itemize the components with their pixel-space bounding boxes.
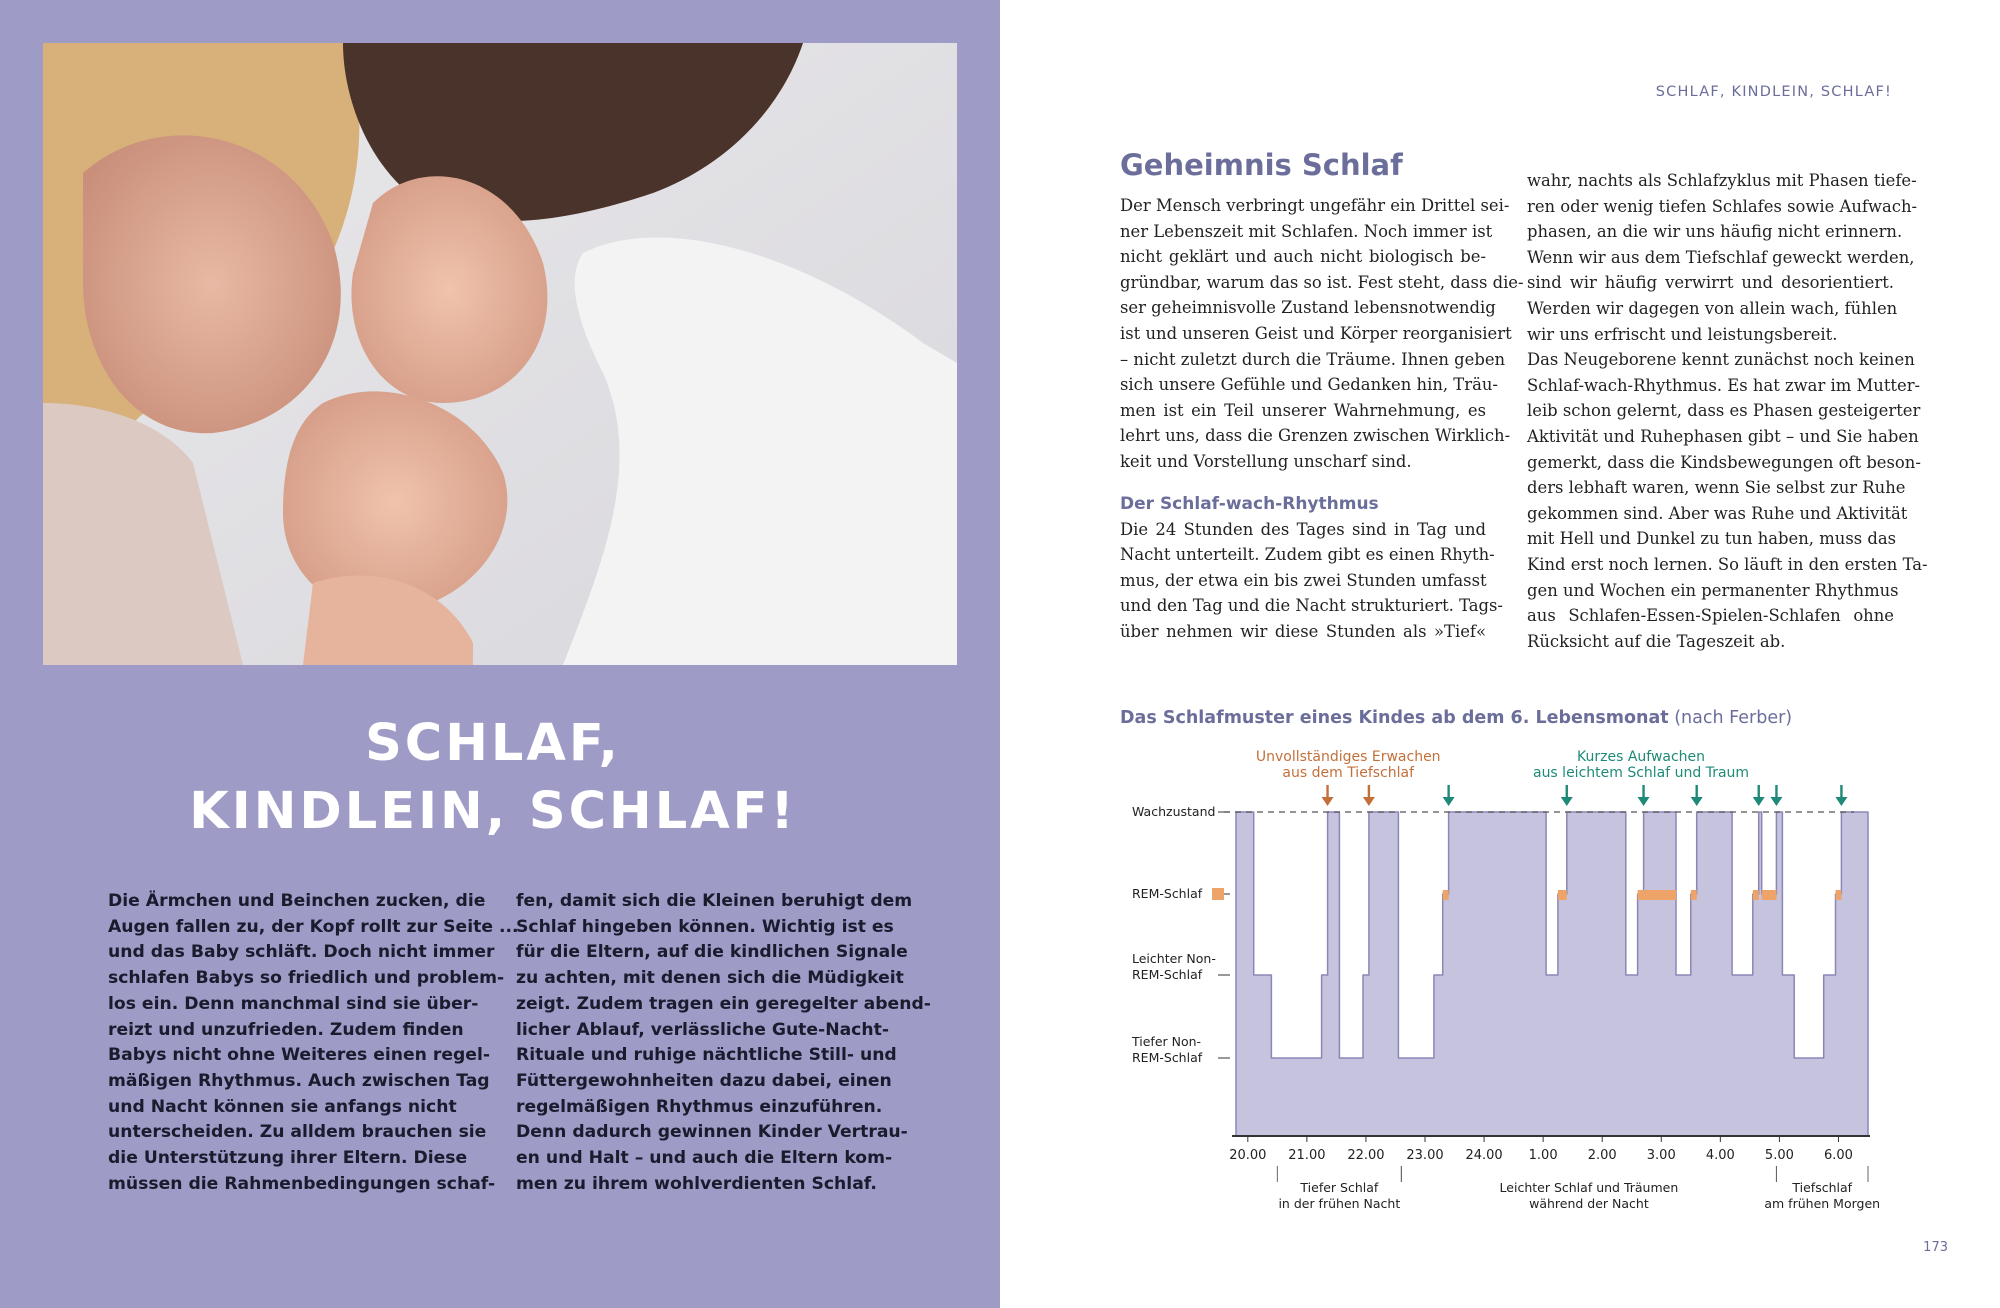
text-line: Schlaf-wach-Rhythmus. Es hat zwar im Mutter- — [1527, 375, 1921, 395]
subheading: Der Schlaf-wach-Rhythmus — [1120, 493, 1379, 514]
rem-phase-mark — [1753, 890, 1759, 900]
level-label: Tiefer Non- — [1132, 1034, 1202, 1049]
text-line: zu achten, mit denen sich die Müdigkeit — [516, 968, 904, 989]
text-line: lehrt uns, dass die Grenzen zwischen Wirklich- — [1120, 426, 1511, 446]
text-line: regelmäßigen Rhythmus einzuführen. — [516, 1096, 883, 1117]
x-tick-label: 2.00 — [1587, 1148, 1617, 1163]
x-tick-label: 5.00 — [1764, 1148, 1794, 1163]
text-line: sich unsere Gefühle und Gedanken hin, Träu- — [1120, 375, 1498, 395]
arrow-down-icon — [1363, 797, 1375, 806]
level-label: Wachzustand — [1132, 804, 1216, 819]
text-line: Wenn wir aus dem Tiefschlaf geweckt werden, — [1527, 247, 1915, 267]
text-line: reizt und unzufrieden. Zudem finden — [108, 1019, 464, 1040]
rem-phase-mark — [1691, 890, 1697, 900]
level-label: Leichter Non- — [1132, 951, 1216, 966]
x-tick-label: 21.00 — [1288, 1148, 1326, 1163]
arrow-down-icon — [1443, 797, 1455, 806]
text-line: wahr, nachts als Schlafzyklus mit Phasen tiefe- — [1527, 171, 1917, 190]
arrow-down-icon — [1638, 797, 1650, 806]
bracket-label: Tiefer Schlaf — [1300, 1180, 1379, 1195]
bracket-label: am frühen Morgen — [1764, 1196, 1881, 1211]
text-line: wir uns erfrischt und leistungsbereit. — [1527, 324, 1838, 344]
x-tick-label: 3.00 — [1646, 1148, 1676, 1163]
text-line: unterscheiden. Zu alldem brauchen sie — [108, 1122, 487, 1143]
text-line: Werden wir dagegen von allein wach, fühlen — [1527, 298, 1898, 318]
text-line: Babys nicht ohne Weiteres einen regel- — [108, 1045, 490, 1066]
text-line: für die Eltern, auf die kindlichen Signale — [516, 942, 908, 963]
arrow-down-icon — [1753, 797, 1765, 806]
text-line: ist und unseren Geist und Körper reorganisiert — [1120, 323, 1512, 343]
text-line: gemerkt, dass die Kindsbewegungen oft beson- — [1527, 452, 1921, 472]
page-number: 173 — [1923, 1240, 1948, 1255]
text-line: keit und Vorstellung unscharf sind. — [1120, 451, 1412, 471]
section-title: Geheimnis Schlaf — [1120, 148, 1403, 182]
level-label: REM-Schlaf — [1132, 886, 1203, 901]
rem-phase-mark — [1558, 890, 1567, 900]
right-page — [1000, 0, 2000, 1308]
text-line: licher Ablauf, verlässliche Gute-Nacht- — [516, 1019, 889, 1040]
text-line: phasen, an die wir uns häufig nicht erinnern. — [1527, 222, 1903, 242]
text-line: Denn dadurch gewinnen Kinder Vertrau- — [516, 1122, 908, 1143]
text-line: ren oder wenig tiefen Schlafes sowie Aufwach- — [1527, 196, 1918, 216]
bracket-label: Tiefschlaf — [1792, 1180, 1853, 1195]
text-line: müssen die Rahmenbedingungen schaf- — [108, 1173, 496, 1194]
text-line: aus Schlafen-Essen-Spielen-Schlafen ohne — [1527, 606, 1894, 626]
text-line: men zu ihrem wohlverdienten Schlaf. — [516, 1173, 877, 1194]
sleep-pattern-chart — [1000, 0, 2000, 1308]
x-tick-label: 6.00 — [1823, 1148, 1853, 1163]
text-line: sind wir häufig verwirrt und desorientiert. — [1527, 273, 1894, 293]
figure-caption-source: (nach Ferber) — [1674, 708, 1793, 728]
text-line: men ist ein Teil unserer Wahrnehmung, es — [1120, 400, 1486, 420]
arrow-down-icon — [1322, 797, 1334, 806]
text-line: los ein. Denn manchmal sind sie über- — [108, 993, 479, 1014]
text-line: über nehmen wir diese Stunden als »Tief« — [1120, 621, 1486, 641]
arrow-down-icon — [1770, 797, 1782, 806]
x-tick-label: 1.00 — [1528, 1148, 1558, 1163]
figure-caption-title: Das Schlafmuster eines Kindes ab dem 6. Lebensmonat — [1120, 708, 1669, 728]
rem-legend-mark — [1212, 888, 1224, 900]
level-label: REM-Schlaf — [1132, 967, 1203, 982]
text-line: mit Hell und Dunkel zu tun haben, muss das — [1527, 529, 1897, 549]
text-line: und Nacht können sie anfangs nicht — [108, 1096, 457, 1117]
x-tick-label: 24.00 — [1465, 1148, 1503, 1163]
text-line: Füttergewohnheiten dazu dabei, einen — [516, 1070, 892, 1091]
text-line: en und Halt – und auch die Eltern kom- — [516, 1148, 893, 1169]
text-line: mus, der etwa ein bis zwei Stunden umfasst — [1120, 570, 1487, 590]
text-line: schlafen Babys so friedlich und problem- — [108, 968, 505, 989]
text-line: gründbar, warum das so ist. Fest steht, dass die- — [1120, 272, 1524, 292]
x-tick-label: 23.00 — [1406, 1148, 1444, 1163]
x-tick-label: 20.00 — [1229, 1148, 1267, 1163]
running-head: SCHLAF, KINDLEIN, SCHLAF! — [1655, 84, 1892, 100]
x-tick-label: 22.00 — [1347, 1148, 1385, 1163]
text-line: Kind erst noch lernen. So läuft in den ersten Ta- — [1527, 554, 1928, 574]
bracket-label: Leichter Schlaf und Träumen — [1499, 1180, 1679, 1195]
text-line: Schlaf hingeben können. Wichtig ist es — [516, 916, 894, 937]
level-label: REM-Schlaf — [1132, 1050, 1203, 1065]
text-line: und das Baby schläft. Doch nicht immer — [108, 942, 495, 963]
text-line: fen, damit sich die Kleinen beruhigt dem — [516, 891, 913, 911]
x-tick-label: 4.00 — [1705, 1148, 1735, 1163]
text-line: leib schon gelernt, dass es Phasen gesteigerter — [1527, 401, 1921, 421]
arrow-down-icon — [1561, 797, 1573, 806]
chapter-title — [0, 710, 986, 846]
text-line: Die Ärmchen und Beinchen zucken, die — [108, 891, 486, 911]
text-line: Rücksicht auf die Tageszeit ab. — [1527, 631, 1786, 651]
text-line: Rituale und ruhige nächtliche Still- und — [516, 1045, 897, 1066]
chapter-title-line: SCHLAF, — [365, 714, 621, 773]
intro-column-2 — [516, 889, 931, 1197]
text-line: Die 24 Stunden des Tages sind in Tag und — [1120, 519, 1486, 539]
text-line: ders lebhaft waren, wenn Sie selbst zur Ruhe — [1527, 478, 1906, 498]
arrow-down-icon — [1835, 797, 1847, 806]
text-line: Aktivität und Ruhephasen gibt – und Sie haben — [1527, 426, 1919, 446]
rem-phase-mark — [1638, 890, 1676, 900]
rem-phase-mark — [1836, 890, 1842, 900]
bracket-label: während der Nacht — [1529, 1196, 1649, 1211]
annotation-text: Unvollständiges Erwachen — [1255, 749, 1441, 765]
text-line: Augen fallen zu, der Kopf rollt zur Seite ... — [108, 916, 519, 937]
annotation-text: Kurzes Aufwachen — [1577, 749, 1706, 765]
text-line: die Unterstützung ihrer Eltern. Diese — [108, 1148, 468, 1169]
chapter-title-line: KINDLEIN, SCHLAF! — [189, 782, 797, 841]
text-line: nicht geklärt und auch nicht biologisch be- — [1120, 247, 1486, 267]
annotation-text: aus leichtem Schlaf und Traum — [1532, 765, 1750, 781]
text-line: gen und Wochen ein permanenter Rhythmus — [1527, 580, 1899, 600]
text-line: ser geheimnisvolle Zustand lebensnotwendig — [1120, 298, 1496, 318]
text-line: gekommen sind. Aber was Ruhe und Aktivität — [1527, 503, 1908, 523]
text-line: mäßigen Rhythmus. Auch zwischen Tag — [108, 1070, 490, 1091]
text-line: zeigt. Zudem tragen ein geregelter abend- — [516, 993, 931, 1014]
sleep-depth-area — [1236, 812, 1868, 1136]
text-line: ner Lebenszeit mit Schlafen. Noch immer ist — [1120, 221, 1493, 241]
annotation-text: aus dem Tiefschlaf — [1282, 765, 1415, 781]
text-line: – nicht zuletzt durch die Träume. Ihnen geben — [1120, 349, 1506, 369]
bracket-label: in der frühen Nacht — [1278, 1196, 1401, 1211]
arrow-down-icon — [1691, 797, 1703, 806]
text-line: Der Mensch verbringt ungefähr ein Drittel sei- — [1120, 196, 1510, 215]
intro-column-1 — [108, 889, 519, 1197]
text-line: und den Tag und die Nacht strukturiert. Tags- — [1120, 596, 1503, 616]
text-line: Nacht unterteilt. Zudem gibt es einen Rhyth- — [1120, 545, 1495, 565]
photo-mother-baby-icon — [43, 43, 957, 665]
rem-phase-mark — [1762, 890, 1777, 900]
rem-phase-mark — [1443, 890, 1449, 900]
text-line: Das Neugeborene kennt zunächst noch keinen — [1527, 350, 1915, 370]
